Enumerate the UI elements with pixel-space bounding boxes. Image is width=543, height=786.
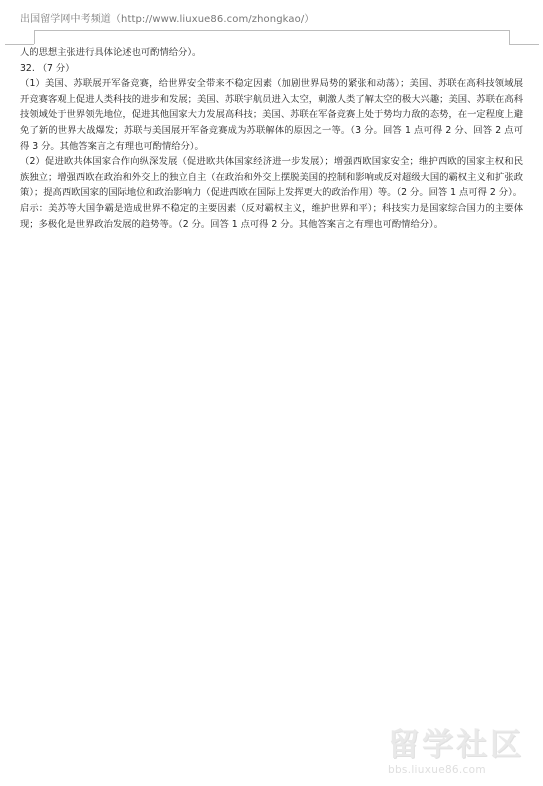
watermark [388, 728, 536, 776]
answer-content [20, 45, 523, 232]
answer-part-1: （1）美国、苏联展开军备竞赛，给世界安全带来不稳定因素（加剧世界局势的紧张和动荡）；美国、苏联在高科技领域展开竞赛客观上促进人类科技的进步和发展；美国、苏联宇航员进入太空，刺激人类了解太空的极大兴趣；美国、苏联在高科技领域处于世界领先地位，促进其他国家大力发展高科技；美国、苏联在军备竞赛上处于势均力敌的态势，在一定程度上避免了新的世界大战爆发；苏联与美国展开军备竞赛成为苏联解体的原因之一等。（3 分。回答 1 点可得 2 分、回答 2 点可得 3 分。其他答案言之有理也可酌情给分）。 [20, 78, 523, 152]
answer-part-2: （2）促进欧共体国家合作向纵深发展（促进欧共体国家经济进一步发展）；增强西欧国家安全；维护西欧的国家主权和民族独立；增强西欧在政治和外交上的独立自主（在政治和外交上摆脱美国的控制和影响或反对超级大国的霸权主义和扩张政策）；提高西欧国家的国际地位和政治影响力（促进西欧在国际上发挥更大的政治作用）等。（2 分。回答 1 点可得 2 分）。 [20, 156, 523, 199]
page-header: 出国留学网中考频道（http://www.liuxue86.com/zhongkao/） [20, 14, 315, 25]
header-rule-left-tick [34, 30, 35, 44]
watermark-title: 留学社区 [388, 727, 524, 763]
question-number: 32. （7 分） [20, 62, 75, 74]
header-rule-top [34, 30, 509, 31]
paragraph-continuation: 人的思想主张进行具体论述也可酌情给分）。 [20, 47, 202, 58]
watermark-url: bbs.liuxue86.com [388, 764, 486, 776]
answer-inspiration: 启示：美苏等大国争霸是造成世界不稳定的主要因素（反对霸权主义，维护世界和平）；科技实力是国家综合国力的主要体现；多极化是世界政治发展的趋势等。（2 分。回答 1 点可得 2 分。其他答案言之有理也可酌情给分）。 [20, 202, 523, 230]
header-rule-right-tick [509, 30, 510, 44]
